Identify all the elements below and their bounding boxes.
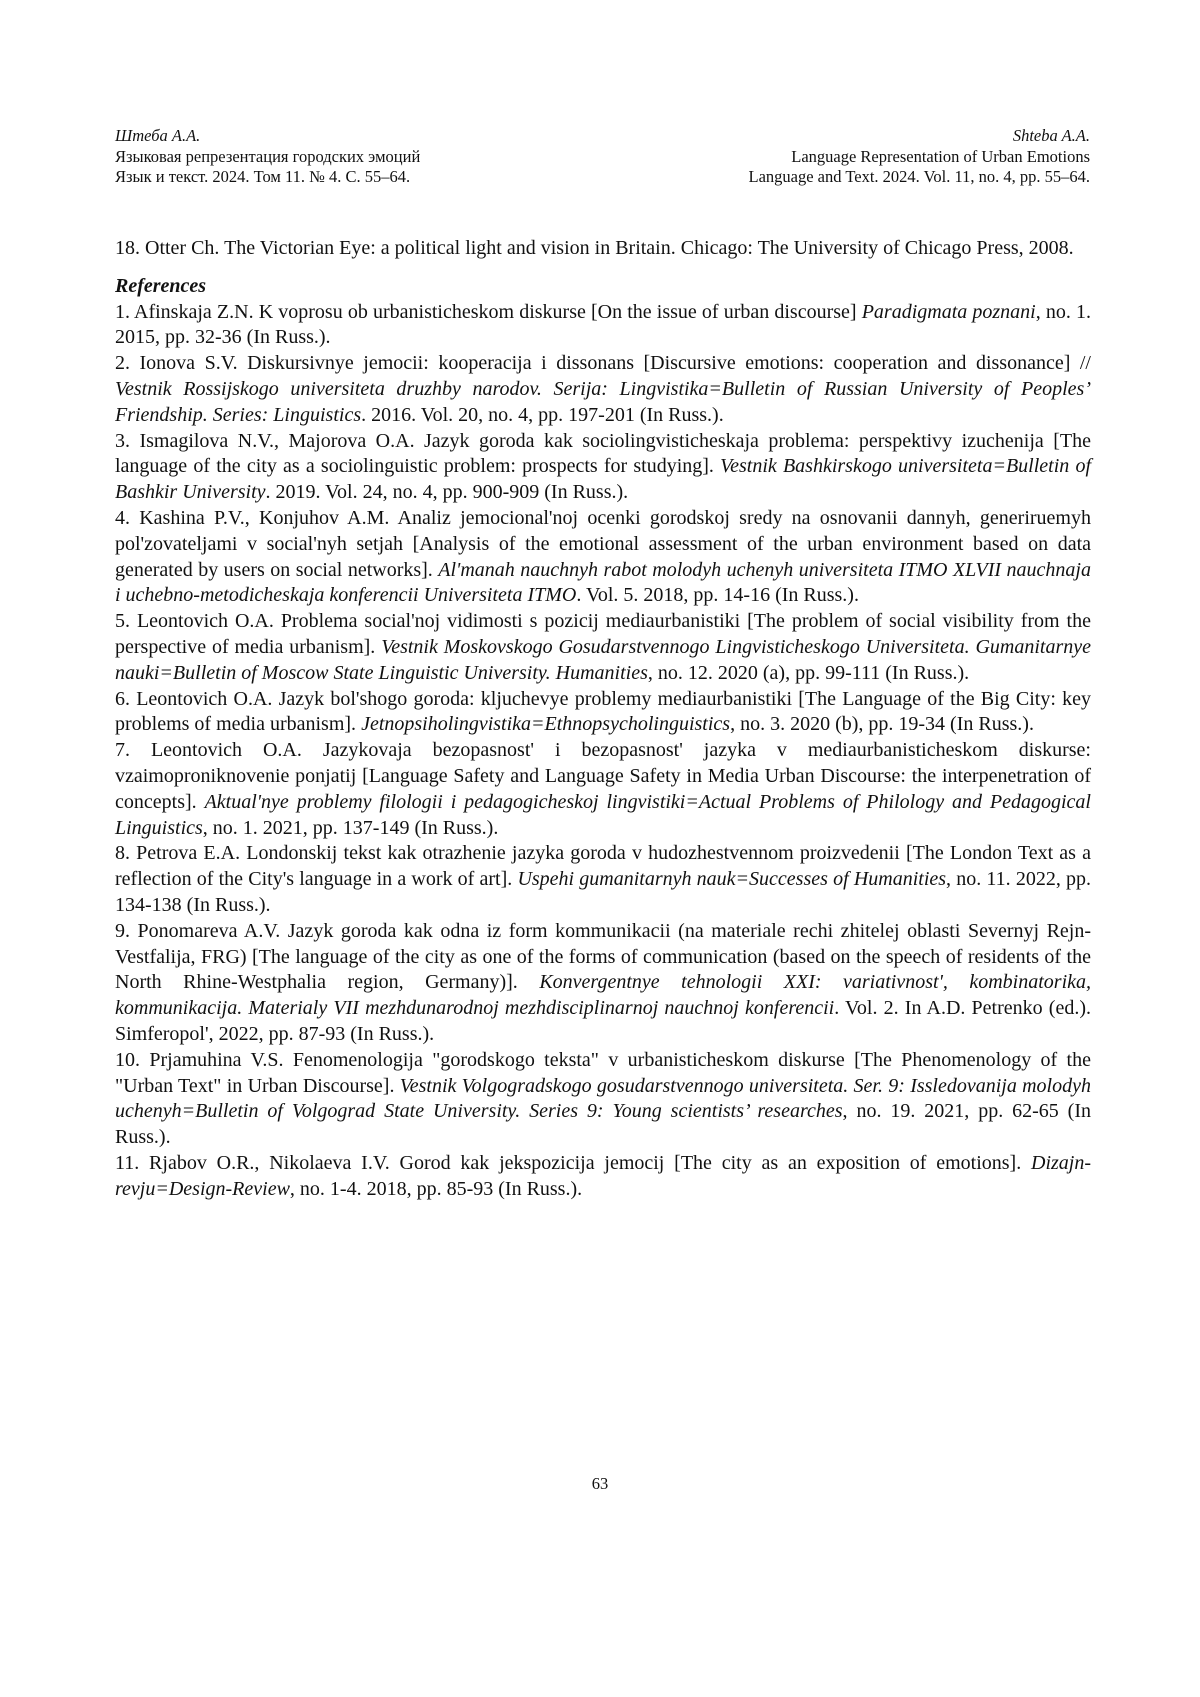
reference-text: . Vol. 5. 2018, pp. 14-16 (In Russ.).: [576, 584, 859, 606]
reference-source-italic: Paradigmata poznani: [862, 301, 1036, 323]
reference-text: . 2019. Vol. 24, no. 4, pp. 900-909 (In Russ.).: [266, 481, 629, 503]
reference-text: 6. Leontovich O.A. Jazyk bol'shogo goroda: kljuchevye problemy mediaurbanistiki [The Language of the Big City: key problems of media urbanism].: [115, 688, 1091, 736]
reference-text: , no. 12. 2020 (a), pp. 99-111 (In Russ.).: [648, 662, 969, 684]
reference-text: , no. 1-4. 2018, pp. 85-93 (In Russ.).: [290, 1178, 582, 1200]
reference-18: 18. Otter Ch. The Victorian Eye: a political light and vision in Britain. Chicago: The University of Chicago Press, 2008.: [115, 236, 1091, 262]
reference-text: 4. Kashina P.V., Konjuhov A.M. Analiz jemocional'noj ocenki gorodskoj sredy na osnovanii dannyh, generiruemyh pol'zovateljami v social'nyh setjah [Analysis of the emotional assessment of the urban environment based on data generated by users on social networks].: [115, 507, 1091, 581]
reference-item: [115, 687, 1091, 739]
reference-text: , no. 3. 2020 (b), pp. 19-34 (In Russ.).: [730, 713, 1034, 735]
header-author-en: Shteba A.A.: [749, 126, 1091, 147]
reference-item: [115, 919, 1091, 1048]
page-number: 63: [0, 1474, 1200, 1494]
page-body: [115, 236, 1091, 1202]
reference-item: [115, 609, 1091, 686]
reference-text: 3. Ismagilova N.V., Majorova O.A. Jazyk goroda kak sociolingvisticheskaja problema: perspektivy izuchenija [The language of the city as a sociolinguistic problem: prospects for studying].: [115, 430, 1091, 478]
header-citation-ru: Язык и текст. 2024. Том 11. № 4. С. 55–64.: [115, 167, 420, 188]
reference-item: [115, 300, 1091, 352]
reference-text: 10. Prjamuhina V.S. Fenomenologija "gorodskogo teksta" v urbanisticheskom diskurse [The Phenomenology of the "Urban Text" in Urban Discourse].: [115, 1049, 1091, 1097]
reference-item: [115, 841, 1091, 918]
reference-item: [115, 1151, 1091, 1203]
references-list: [115, 300, 1091, 1203]
reference-source-italic: Vestnik Bashkirskogo universiteta=Bulletin of Bashkir University: [115, 455, 1091, 503]
reference-item: [115, 429, 1091, 506]
reference-source-italic: Aktual'nye problemy filologii i pedagogicheskoj lingvistiki=Actual Problems of Philology and Pedagogical Linguistics: [115, 791, 1091, 839]
reference-source-italic: Vestnik Rossijskogo universiteta druzhby narodov. Serija: Lingvistika=Bulletin of Russian University of Peoples’ Friendship. Series: Linguistics: [115, 378, 1091, 426]
header-title-ru: Языковая репрезентация городских эмоций: [115, 147, 420, 168]
reference-source-italic: Jetnopsiholingvistika=Ethnopsycholinguistics: [361, 713, 730, 735]
references-heading: References: [115, 274, 1091, 300]
reference-text: , no. 19. 2021, pp. 62-65 (In Russ.).: [115, 1100, 1091, 1148]
reference-text: 7. Leontovich O.A. Jazykovaja bezopasnost' i bezopasnost' jazyka v mediaurbanisticheskom diskurse: vzaimoproniknovenie ponjatij [Language Safety and Language Safety in Media Urban Discourse: the interpenetration of concepts].: [115, 739, 1091, 813]
header-title-en: Language Representation of Urban Emotions: [749, 147, 1091, 168]
reference-text: , no. 1. 2015, pp. 32-36 (In Russ.).: [115, 301, 1091, 349]
reference-item: [115, 506, 1091, 609]
reference-source-italic: Vestnik Moskovskogo Gosudarstvennogo Lingvisticheskogo Universiteta. Gumanitarnye nauki=Bulletin of Moscow State Linguistic University. Humanities: [115, 636, 1091, 684]
reference-text: . Vol. 2. In A.D. Petrenko (ed.). Simferopol', 2022, pp. 87-93 (In Russ.).: [115, 997, 1091, 1045]
reference-text: 1. Afinskaja Z.N. K voprosu ob urbanisticheskom diskurse [On the issue of urban discourse]: [115, 301, 862, 323]
reference-text: 8. Petrova E.A. Londonskij tekst kak otrazhenie jazyka goroda v hudozhestvennom proizvedenii [The London Text as a reflection of the City's language in a work of art].: [115, 842, 1091, 890]
reference-text: , no. 11. 2022, pp. 134-138 (In Russ.).: [115, 868, 1091, 916]
header-citation-en: Language and Text. 2024. Vol. 11, no. 4, pp. 55–64.: [749, 167, 1091, 188]
reference-source-italic: Konvergentnye tehnologii XXI: variativnost', kombinatorika, kommunikacija. Materialy VII mezhdunarodnoj mezhdisciplinarnoj nauchnoj konferencii: [115, 971, 1091, 1019]
reference-text: 9. Ponomareva A.V. Jazyk goroda kak odna iz form kommunikacii (na materiale rechi zhitelej oblasti Severnyj Rejn-Vestfalija, FRG) [The language of the city as one of the forms of communication (based on the speech of residents of the North Rhine-Westphalia region, Germany)].: [115, 920, 1091, 994]
reference-text: . 2016. Vol. 20, no. 4, pp. 197-201 (In Russ.).: [361, 404, 724, 426]
reference-text: 2. Ionova S.V. Diskursivnye jemocii: kooperacija i dissonans [Discursive emotions: cooperation and dissonance] //: [115, 352, 1091, 374]
reference-source-italic: Vestnik Volgogradskogo gosudarstvennogo universiteta. Ser. 9: Issledovanija molodyh uchenyh=Bulletin of Volgograd State University. Series 9: Young scientists’ researches: [115, 1075, 1091, 1123]
reference-source-italic: Uspehi gumanitarnyh nauk=Successes of Humanities: [517, 868, 946, 890]
reference-source-italic: Al'manah nauchnyh rabot molodyh uchenyh universiteta ITMO XLVII nauchnaja i uchebno-metodicheskaja konferencii Universiteta ITMO: [115, 559, 1091, 607]
reference-item: [115, 738, 1091, 841]
running-header-russian: [115, 126, 420, 188]
reference-text: 5. Leontovich O.A. Problema social'noj vidimosti s pozicij mediaurbanistiki [The problem of social visibility from the perspective of media urbanism].: [115, 610, 1091, 658]
running-header-english: [749, 126, 1091, 188]
reference-item: [115, 351, 1091, 428]
reference-text: 11. Rjabov O.R., Nikolaeva I.V. Gorod kak jekspozicija jemocij [The city as an exposition of emotions].: [115, 1152, 1031, 1174]
reference-source-italic: Dizajn-revju=Design-Review: [115, 1152, 1091, 1200]
reference-item: [115, 1048, 1091, 1151]
reference-text: , no. 1. 2021, pp. 137-149 (In Russ.).: [203, 817, 499, 839]
header-author-ru: Штеба А.А.: [115, 126, 420, 147]
